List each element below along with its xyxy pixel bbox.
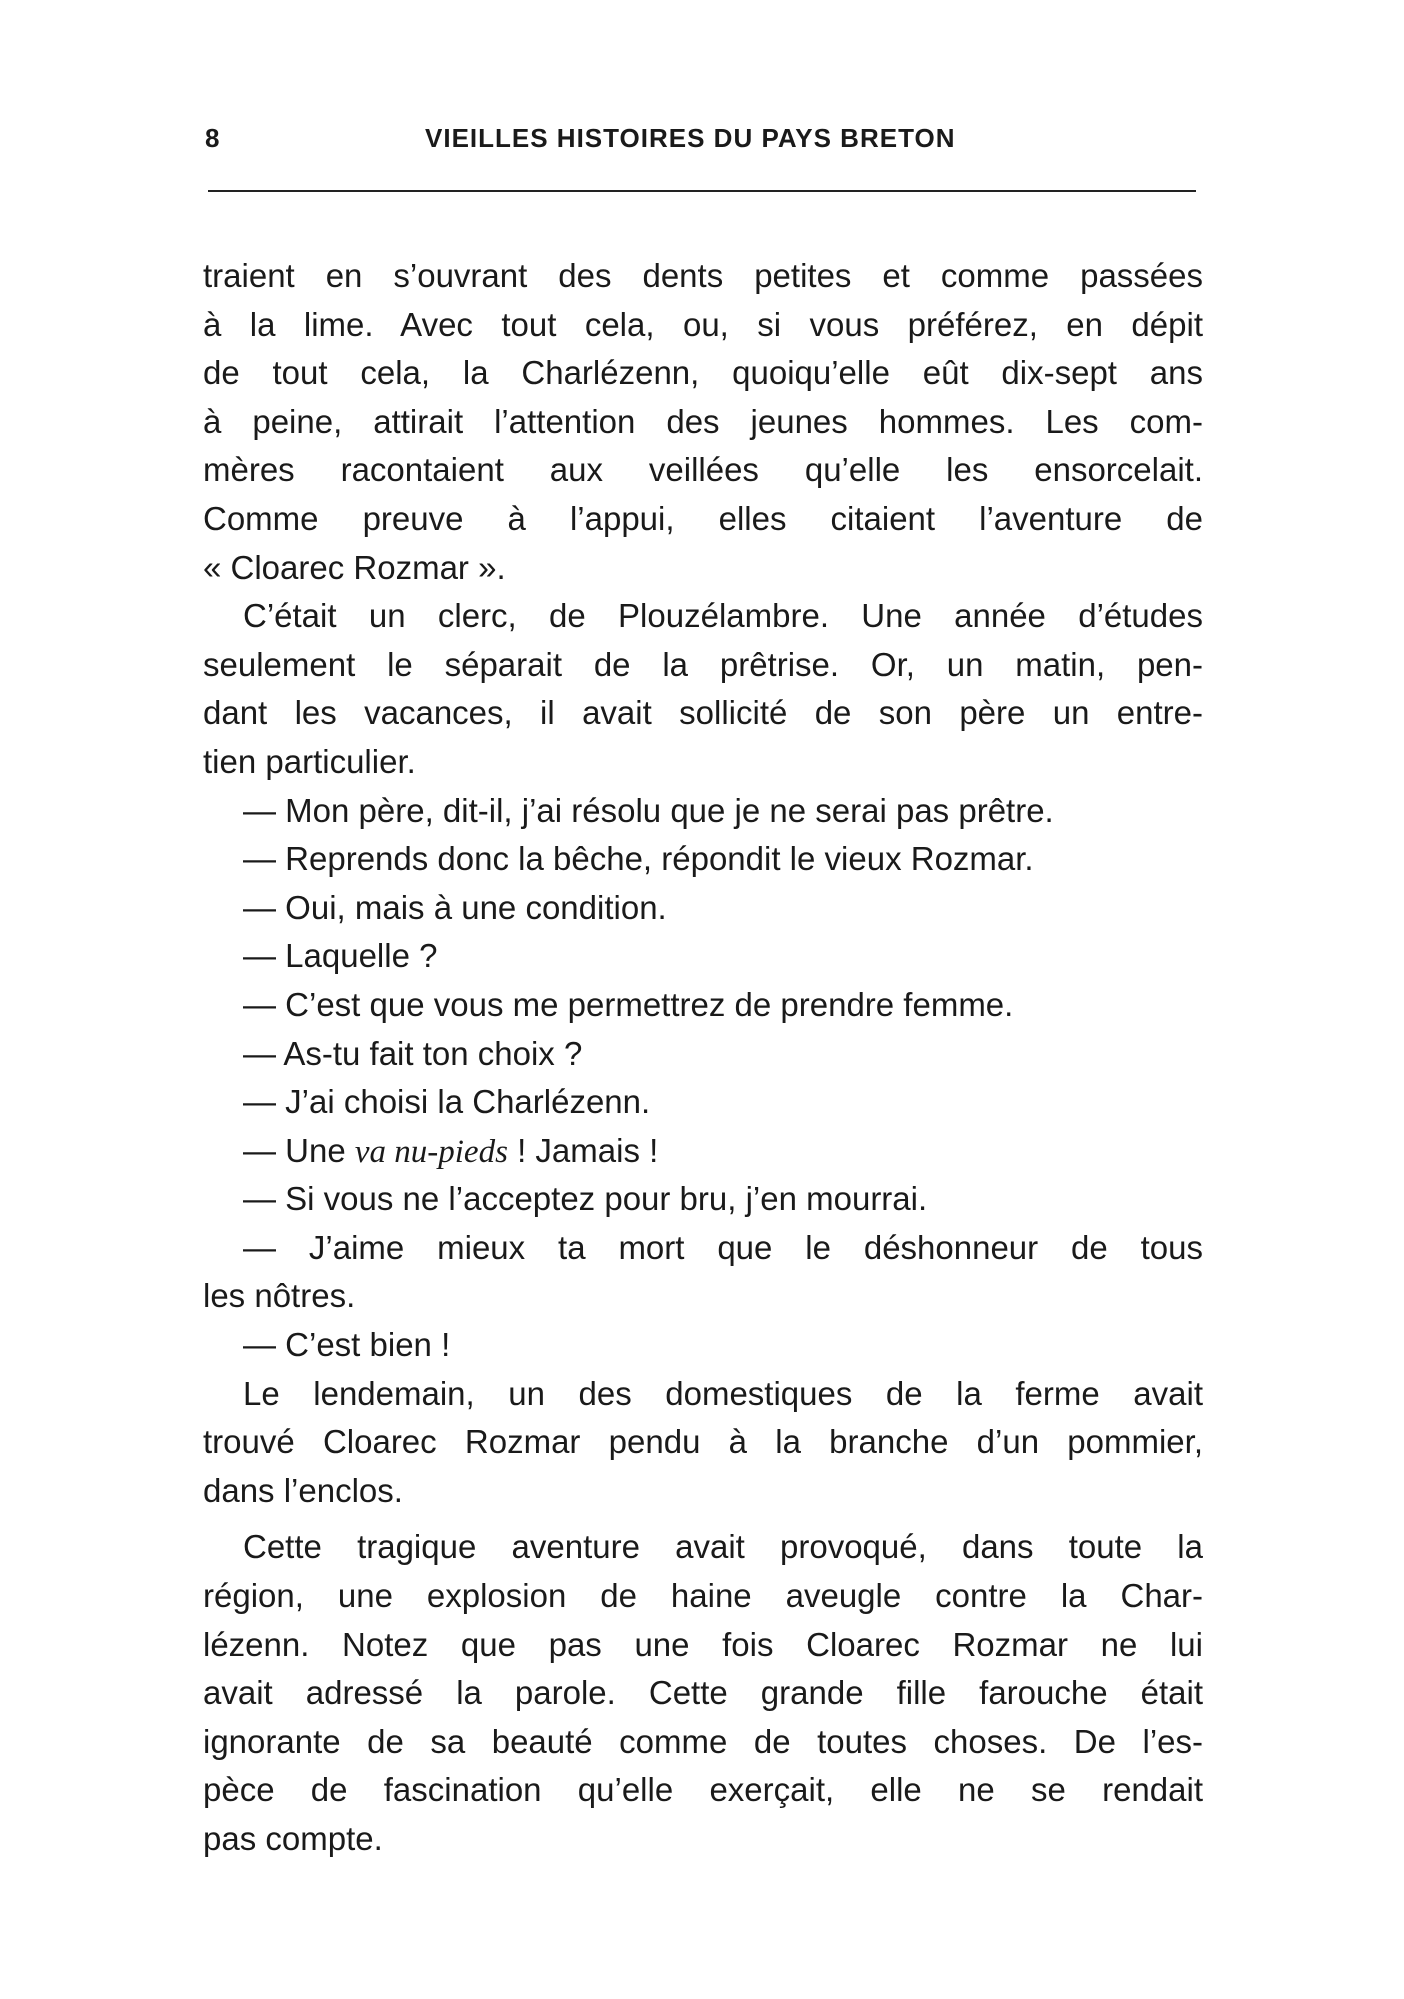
page-number: 8 bbox=[205, 123, 220, 153]
dialogue-line: — Oui, mais à une condition. bbox=[243, 888, 667, 926]
dialogue-line: — Mon père, dit-il, j’ai résolu que je ne serai pas prêtre. bbox=[243, 791, 1054, 829]
text-line: avait adressé la parole. Cette grande fille farouche était bbox=[203, 1674, 1203, 1712]
body-text bbox=[203, 252, 1203, 1864]
dialogue-line: — C’est bien ! bbox=[243, 1326, 451, 1364]
text-line: mères racontaient aux veillées qu’elle les ensorcelait. bbox=[203, 451, 1203, 489]
dialogue-line: — Si vous ne l’acceptez pour bru, j’en mourrai. bbox=[243, 1180, 928, 1218]
text-line: seulement le séparait de la prêtrise. Or, un matin, pen- bbox=[203, 645, 1203, 683]
text-line: Cette tragique aventure avait provoqué, dans toute la bbox=[243, 1528, 1203, 1566]
text-line: pèce de fascination qu’elle exerçait, elle ne se rendait bbox=[203, 1771, 1203, 1809]
text-line: lézenn. Notez que pas une fois Cloarec Rozmar ne lui bbox=[203, 1625, 1203, 1663]
dialogue-line: — C’est que vous me permettrez de prendre femme. bbox=[243, 985, 1014, 1023]
text-line: Comme preuve à l’appui, elles citaient l’aventure de bbox=[203, 499, 1203, 537]
text-line: dans l’enclos. bbox=[203, 1471, 403, 1509]
text-line: région, une explosion de haine aveugle contre la Char- bbox=[203, 1577, 1203, 1615]
text-line: ignorante de sa beauté comme de toutes choses. De l’es- bbox=[203, 1722, 1203, 1760]
text-line: pas compte. bbox=[203, 1820, 383, 1857]
text-line: les nôtres. bbox=[203, 1277, 356, 1315]
running-title: VIEILLES HISTOIRES DU PAYS BRETON bbox=[425, 123, 956, 153]
text-line: à la lime. Avec tout cela, ou, si vous préférez, en dépit bbox=[203, 305, 1203, 343]
text-line: tien particulier. bbox=[203, 742, 416, 780]
text-segment: — Une bbox=[243, 1131, 355, 1169]
text-line: de tout cela, la Charlézenn, quoiqu’elle eût dix-sept ans bbox=[203, 354, 1203, 392]
dialogue-line: — As-tu fait ton choix ? bbox=[243, 1034, 583, 1072]
italic-phrase: va nu-pieds bbox=[354, 1133, 508, 1170]
header-rule bbox=[208, 190, 1196, 192]
dialogue-line: — Laquelle ? bbox=[243, 937, 438, 975]
page-header bbox=[205, 123, 1197, 163]
text-line: C’était un clerc, de Plouzélambre. Une année d’études bbox=[243, 597, 1203, 635]
text-line: dant les vacances, il avait sollicité de son père un entre- bbox=[203, 694, 1203, 732]
text-line: traient en s’ouvrant des dents petites et comme passées bbox=[203, 257, 1203, 294]
text-line: à peine, attirait l’attention des jeunes hommes. Les com- bbox=[203, 402, 1203, 440]
text-line: « Cloarec Rozmar ». bbox=[203, 548, 506, 586]
dialogue-line bbox=[203, 1127, 1203, 1176]
dialogue-line: — J’aime mieux ta mort que le déshonneur de tous bbox=[243, 1228, 1203, 1266]
dialogue-line: — J’ai choisi la Charlézenn. bbox=[243, 1083, 651, 1121]
text-segment: ! Jamais ! bbox=[507, 1131, 659, 1169]
text-line: Le lendemain, un des domestiques de la ferme avait bbox=[243, 1374, 1203, 1412]
text-line: trouvé Cloarec Rozmar pendu à la branche d’un pommier, bbox=[203, 1423, 1203, 1461]
dialogue-line: — Reprends donc la bêche, répondit le vieux Rozmar. bbox=[243, 840, 1034, 878]
